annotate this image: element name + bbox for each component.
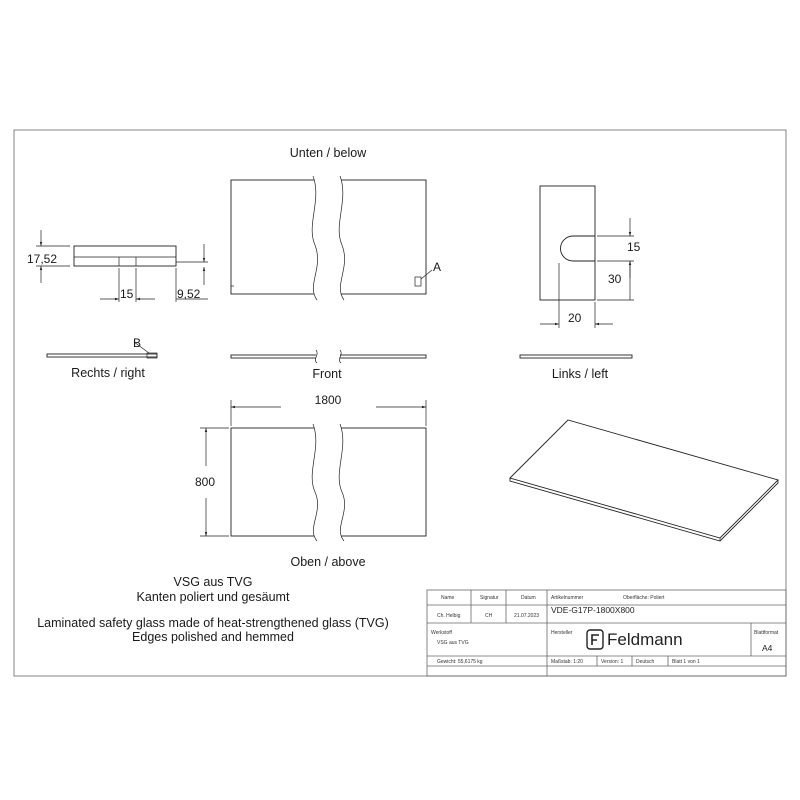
view-label-below: Unten / below: [289, 146, 367, 160]
isometric-view: [510, 420, 778, 541]
tb-brand: Feldmann: [607, 630, 683, 649]
dim-width: 800: [195, 475, 216, 489]
dim-notch-height: 15: [627, 240, 641, 254]
note-line-4: Edges polished and hemmed: [132, 630, 294, 644]
dim-length: 1800: [314, 393, 342, 407]
view-label-above: Oben / above: [290, 555, 366, 569]
tb-material-value: VSG aus TVG: [437, 640, 469, 646]
tb-surface-label: Oberfläche: Poliert: [623, 595, 665, 601]
note-line-3: Laminated safety glass made of heat-strengthened glass (TVG): [37, 616, 389, 630]
tb-sheet: Blatt 1 von 1: [672, 659, 700, 665]
dim-glass-offset: 9,52: [177, 287, 201, 301]
title-block: [427, 590, 786, 676]
tb-scale: Maßstab: 1:20: [551, 659, 583, 665]
tb-signature-value: CH: [485, 613, 493, 619]
tb-format-label: Blattformat: [754, 630, 779, 636]
right-section-view: [27, 230, 208, 302]
tb-name-value: Ch. Helbig: [437, 613, 461, 619]
tb-article-number: VDE-G17P-1800X800: [551, 605, 635, 615]
right-edge-view: [47, 336, 157, 380]
marker-b: B: [133, 336, 142, 350]
left-view-detail: [540, 186, 641, 328]
front-edge-view: [231, 350, 426, 381]
below-view: [231, 176, 441, 300]
above-view: [195, 393, 426, 569]
left-edge-view: [520, 355, 632, 381]
note-line-2: Kanten poliert und gesäumt: [136, 590, 290, 604]
tb-article-label: Artikelnummer: [551, 595, 584, 601]
feldmann-logo-icon: [587, 630, 603, 649]
dim-thickness: 17,52: [27, 252, 58, 266]
dim-slot-width: 15: [120, 287, 134, 301]
tb-language: Deutsch: [636, 659, 655, 665]
dim-notch-offset: 30: [608, 272, 622, 286]
dim-notch-depth: 20: [568, 311, 582, 325]
note-line-1: VSG aus TVG: [173, 575, 253, 589]
tb-material-label: Werkstoff: [431, 630, 452, 636]
view-label-front: Front: [312, 367, 342, 381]
tb-format-value: A4: [762, 643, 773, 653]
tb-manufacturer-label: Hersteller: [551, 630, 573, 636]
view-label-right: Rechts / right: [71, 366, 145, 380]
tb-date-header: Datum: [521, 595, 536, 601]
tb-date-value: 21.07.2023: [514, 613, 540, 619]
tb-weight: Gewicht: 55,6175 kg: [437, 659, 483, 665]
tb-signature-header: Signatur: [480, 595, 499, 601]
view-label-left: Links / left: [551, 367, 609, 381]
marker-a: A: [433, 260, 442, 274]
material-notes: [37, 575, 389, 644]
tb-version: Version: 1: [601, 659, 624, 665]
tb-name-header: Name: [441, 595, 455, 601]
